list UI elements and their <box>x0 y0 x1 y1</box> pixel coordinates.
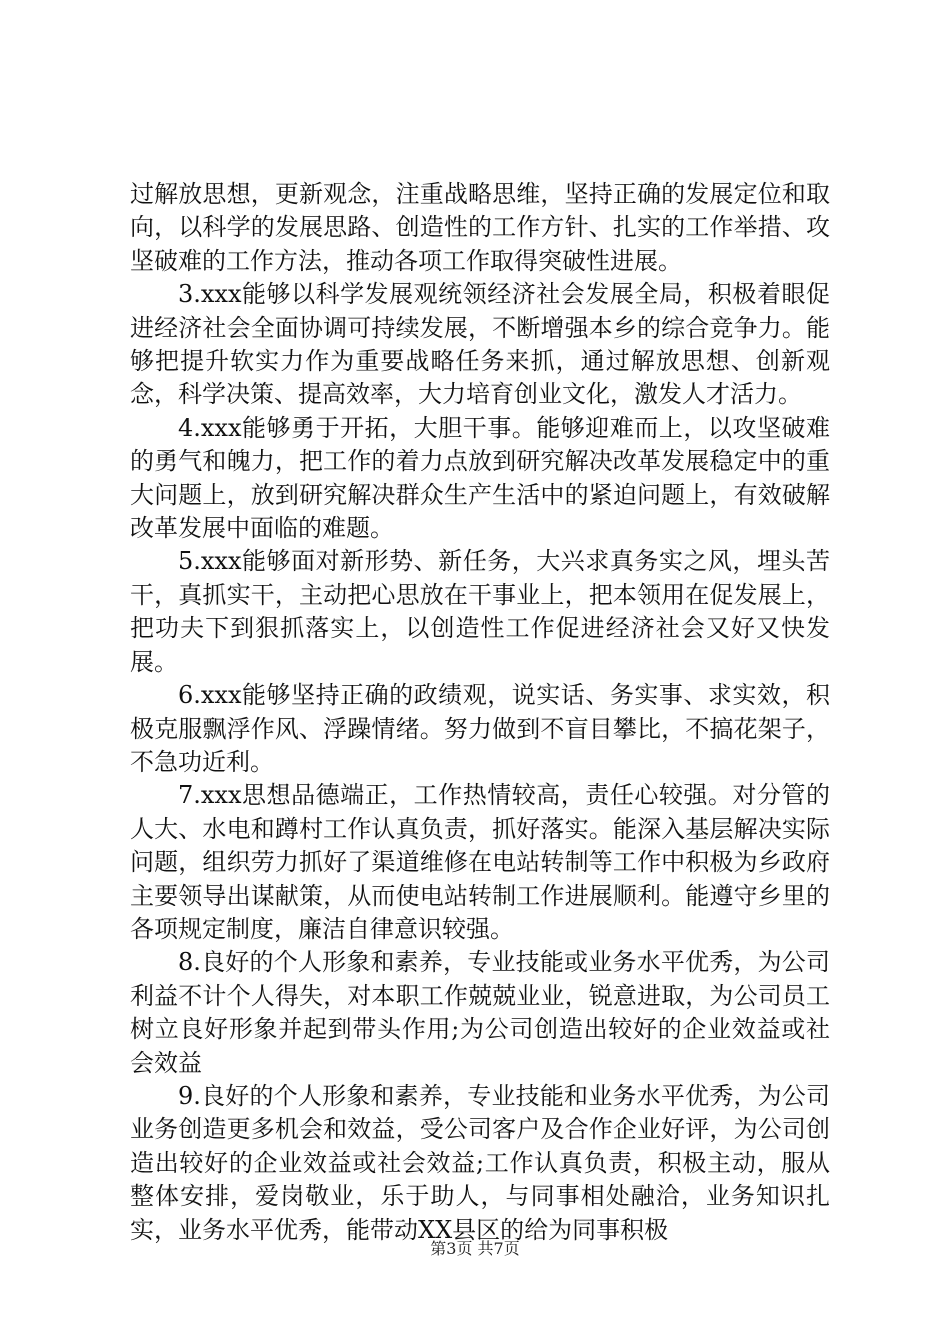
paragraph-item-9: 9.良好的个人形象和素养，专业技能和业务水平优秀，为公司业务创造更多机会和效益，受公司客户及合作企业好评，为公司创造出较好的企业效益或社会效益;工作认真负责，积极主动，服从整体安排，爱岗敬业，乐于助人，与同事相处融洽，业务知识扎实，业务水平优秀，能带动XX县区的给为同事积极 <box>130 1081 830 1244</box>
paragraph-item-8: 8.良好的个人形象和素养，专业技能或业务水平优秀，为公司利益不计个人得失，对本职工作兢兢业业，锐意进取，为公司员工树立良好形象并起到带头作用;为公司创造出较好的企业效益或社会效益 <box>130 948 830 1077</box>
page-footer <box>0 1239 950 1259</box>
paragraph-item-5: 5.xxx能够面对新形势、新任务，大兴求真务实之风，埋头苦干，真抓实干，主动把心思放在干事业上，把本领用在促发展上，把功夫下到狠抓落实上，以创造性工作促进经济社会又好又快发展。 <box>130 547 830 676</box>
paragraph-item-3: 3.xxx能够以科学发展观统领经济社会发展全局，积极着眼促进经济社会全面协调可持续发展，不断增强本乡的综合竞争力。能够把提升软实力作为重要战略任务来抓，通过解放思想、创新观念，科学决策、提高效率，大力培育创业文化，激发人才活力。 <box>130 280 830 409</box>
paragraph-item-7: 7.xxx思想品德端正，工作热情较高，责任心较强。对分管的人大、水电和蹲村工作认真负责，抓好落实。能深入基层解决实际问题，组织劳力抓好了渠道维修在电站转制等工作中积极为乡政府主要领导出谋献策，从而使电站转制工作进展顺利。能遵守乡里的各项规定制度，廉洁自律意识较强。 <box>130 781 830 943</box>
paragraph-continuation: 过解放思想，更新观念，注重战略思维，坚持正确的发展定位和取向，以科学的发展思路、创造性的工作方针、扎实的工作举措、攻坚破难的工作方法，推动各项工作取得突破性进展。 <box>130 180 830 275</box>
paragraph-item-4: 4.xxx能够勇于开拓，大胆干事。能够迎难而上，以攻坚破难的勇气和魄力，把工作的着力点放到研究解决改革发展稳定中的重大问题上，放到研究解决群众生产生活中的紧迫问题上，有效破解改革发展中面临的难题。 <box>130 413 830 543</box>
page-number-label: 第3页 共7页 <box>430 1239 520 1258</box>
document-body <box>130 178 830 1247</box>
paragraph-item-6: 6.xxx能够坚持正确的政绩观，说实话、务实事、求实效，积极克服飘浮作风、浮躁情绪。努力做到不盲目攀比，不搞花架子，不急功近利。 <box>130 681 830 776</box>
